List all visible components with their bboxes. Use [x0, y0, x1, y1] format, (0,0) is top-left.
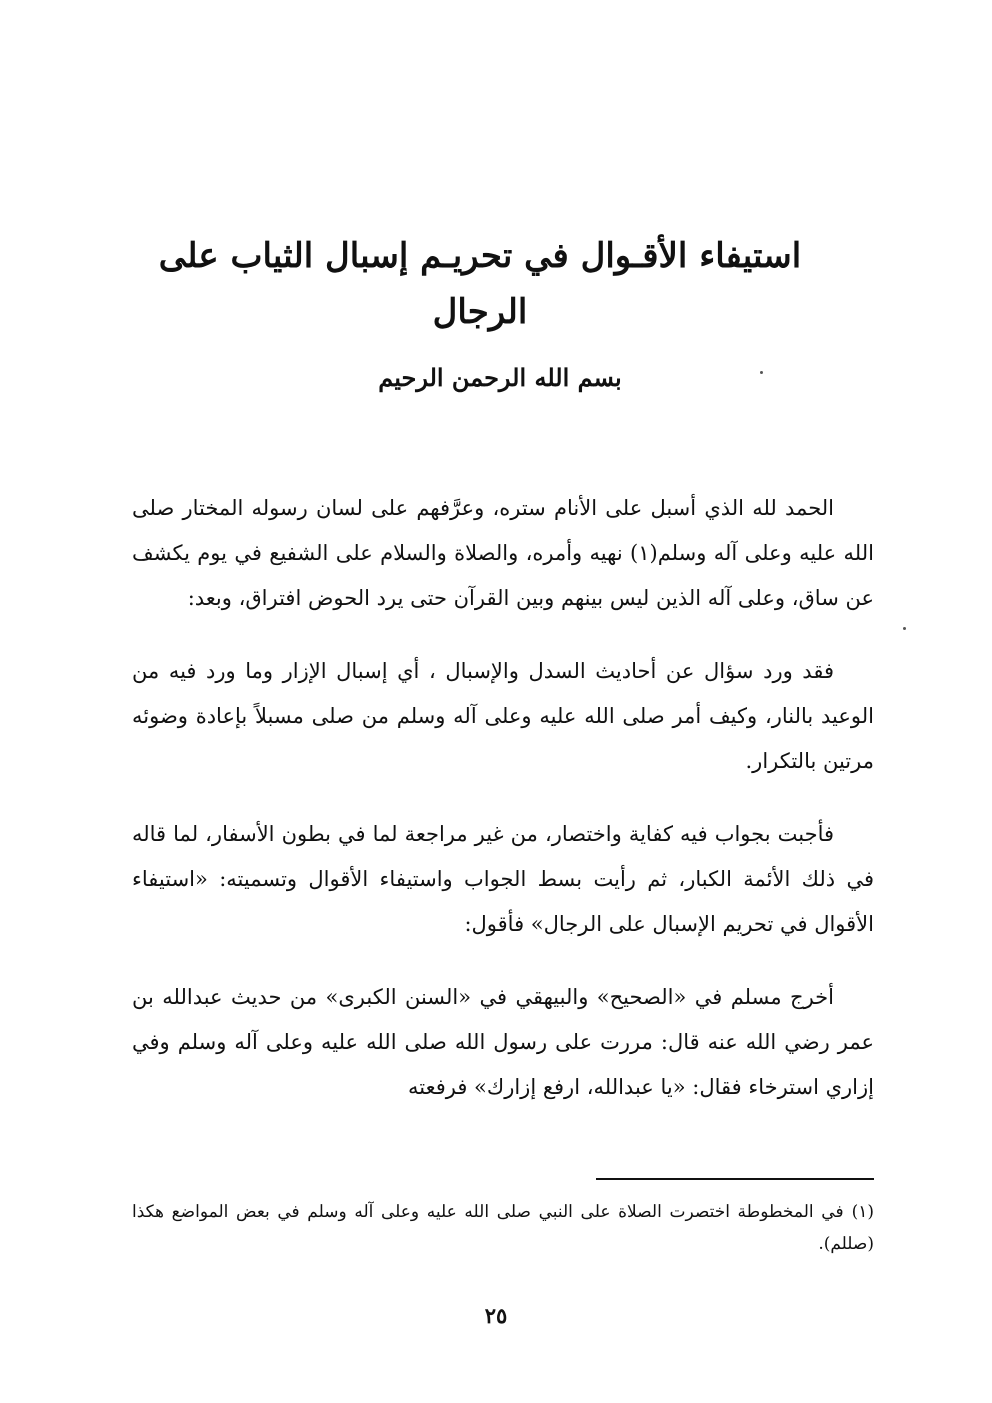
footnote-text: في المخطوطة اختصرت الصلاة على النبي صلى الله عليه وعلى آله وسلم في بعض المواضع هكذا (صللم). [132, 1202, 874, 1254]
footnote [132, 1196, 874, 1260]
page-title: استيفاء الأقـوال في تحريـم إسبال الثياب على الرجال [158, 236, 802, 332]
paragraph-1: الحمد لله الذي أسبل على الأنام ستره، وعرَّفهم على لسان رسوله المختار صلى الله عليه وعلى آله وسلم(١) نهيه وأمره، والصلاة والسلام على الشفيع في يوم يكشف عن ساق، وعلى آله الذين ليس بينهم وبين القرآن حتى يرد الحوض افتراق، وبعد: [132, 496, 874, 610]
footnote-divider [596, 1178, 874, 1180]
scan-speck [760, 371, 763, 374]
paragraph-4: أخرج مسلم في «الصحيح» والبيهقي في «السنن الكبرى» من حديث عبدالله بن عمر رضي الله عنه قال: مررت على رسول الله صلى الله عليه وعلى آله وسلم وفي إزاري استرخاء فقال: «يا عبدالله، ارفع إزارك» فرفعته [132, 985, 874, 1099]
page-number: ٢٥ [484, 1303, 508, 1328]
paragraph-2: فقد ورد سؤال عن أحاديث السدل والإسبال ، أي إسبال الإزار وما ورد فيه من الوعيد بالنار، وكيف أمر صلى الله عليه وعلى آله وسلم من صلى مسبلاً بإعادة وضوئه مرتين بالتكرار. [132, 659, 874, 773]
footnote-marker: (١) [851, 1202, 874, 1222]
scan-speck [903, 627, 906, 630]
paragraph-3: فأجبت بجواب فيه كفاية واختصار، من غير مراجعة لما في بطون الأسفار، لما قاله في ذلك الأئمة الكبار، ثم رأيت بسط الجواب واستيفاء الأقوال وتسميته: «استيفاء الأقوال في تحريم الإسبال على الرجال» فأقول: [132, 822, 874, 936]
body-text [132, 486, 874, 1138]
basmala: بسم الله الرحمن الرحيم [378, 363, 622, 392]
